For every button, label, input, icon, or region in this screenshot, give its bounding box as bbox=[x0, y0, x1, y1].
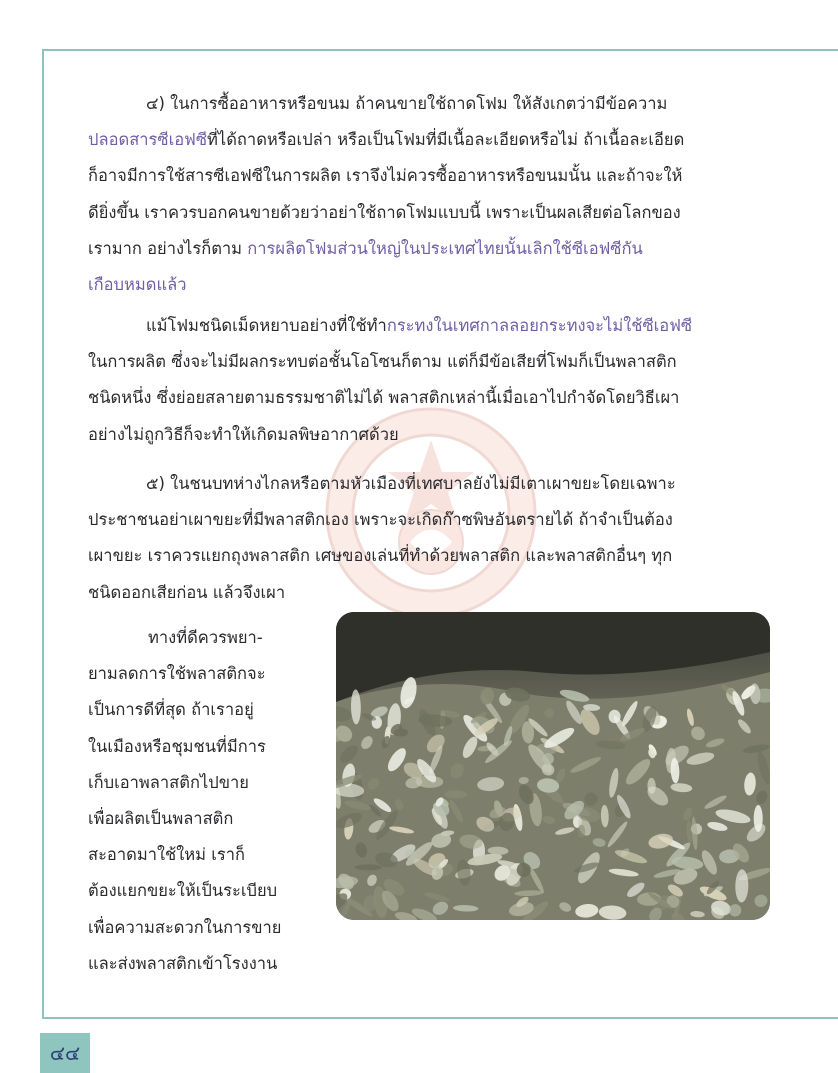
cfc-free-highlight: ปลอดสารซีเอฟซี bbox=[88, 130, 208, 150]
section-4-line-2 bbox=[88, 122, 780, 158]
section-5-line-1: ๕) ในชนบทห่างไกลหรือตามหัวเมืองที่เทศบาลยังไม่มีเตาเผาขยะโดยเฉพาะ bbox=[146, 474, 676, 493]
side-column-text bbox=[88, 620, 324, 982]
plastic-waste-photo bbox=[336, 612, 770, 920]
foam-line-2: ในการผลิต ซึ่งจะไม่มีผลกระทบต่อชั้นโอโซนก็ตาม แต่ก็มีข้อเสียที่โฟมก็เป็นพลาสติก bbox=[88, 352, 677, 372]
bottle-shape bbox=[355, 864, 382, 870]
foam-line-1-pre: แม้โฟมชนิดเม็ดหยาบอย่างที่ใช้ทำ bbox=[146, 316, 387, 335]
section-4-paragraph bbox=[88, 86, 780, 303]
side-line: ในเมืองหรือชุมชนที่มีการ bbox=[88, 736, 266, 756]
section-4-line-4: ดียิ่งขึ้น เราควรบอกคนขายด้วยว่าอย่าใช้ถาดโฟมแบบนี้ เพราะเป็นผลเสียต่อโลกของ bbox=[88, 202, 681, 222]
side-line: เป็นการดีที่สุด ถ้าเราอยู่ bbox=[88, 700, 254, 720]
foam-line-3: ชนิดหนึ่ง ซึ่งย่อยสลายตามธรรมชาติไม่ได้ พลาสติกเหล่านี้เมื่อเอาไปกำจัดโดยวิธีเผา bbox=[88, 388, 680, 408]
foam-line-1 bbox=[88, 308, 780, 344]
section-5-line-3: เผาขยะ เราควรแยกถุงพลาสติก เศษของเล่นที่ทำด้วยพลาสติก และพลาสติกอื่นๆ ทุก bbox=[88, 546, 673, 566]
plastic-bottles-image bbox=[336, 612, 770, 920]
section-5-line-4: ชนิดออกเสียก่อน แล้วจึงเผา bbox=[88, 582, 286, 602]
thai-foam-highlight: การผลิตโฟมส่วนใหญ่ในประเทศไทยนั้นเลิกใช้ซีเอฟซีกัน bbox=[247, 238, 643, 258]
section-4-line-1: ๔) ในการซื้ออาหารหรือขนม ถ้าคนขายใช้ถาดโฟม ให้สังเกตว่ามีข้อความ bbox=[146, 94, 668, 113]
side-line: เพื่อความสะดวกในการขาย bbox=[88, 917, 282, 937]
foam-paragraph bbox=[88, 308, 780, 453]
side-line: เก็บเอาพลาสติกไปขาย bbox=[88, 772, 249, 792]
side-line: ต้องแยกขยะให้เป็นระเบียบ bbox=[88, 881, 278, 901]
section-4-line-5 bbox=[88, 231, 780, 267]
krathong-highlight: กระทงในเทศกาลลอยกระทงจะไม่ใช้ซีเอฟซี bbox=[386, 316, 693, 335]
foam-line-4: อย่างไม่ถูกวิธีก็จะทำให้เกิดมลพิษอากาศด้วย bbox=[88, 424, 399, 444]
section-5-paragraph bbox=[88, 466, 780, 611]
side-line: สะอาดมาใช้ใหม่ เราก็ bbox=[88, 845, 246, 865]
side-line: เพื่อผลิตเป็นพลาสติก bbox=[88, 809, 234, 829]
page-number: ๔๔ bbox=[40, 1033, 90, 1073]
section-4-line-3: ก็อาจมีการใช้สารซีเอฟซีในการผลิต เราจึงไม่ควรซื้ออาหารหรือขนมนั้น และถ้าจะให้ bbox=[88, 166, 683, 186]
side-line: และส่งพลาสติกเข้าโรงงาน bbox=[88, 953, 278, 973]
section-4-line-2-rest: ที่ได้ถาดหรือเปล่า หรือเป็นโฟมที่มีเนื้อละเอียดหรือไม่ ถ้าเนื้อละเอียด bbox=[207, 130, 685, 150]
side-line: ยามลดการใช้พลาสติกจะ bbox=[88, 664, 266, 684]
section-4-line-5-pre: เรามาก อย่างไรก็ตาม bbox=[88, 238, 248, 258]
side-line: ทางที่ดีควรพยา- bbox=[148, 628, 263, 647]
section-5-line-2: ประชาชนอย่าเผาขยะที่มีพลาสติกเอง เพราะจะเกิดก๊าซพิษอันตรายได้ ถ้าจำเป็นต้อง bbox=[88, 510, 673, 530]
section-4-line-6: เกือบหมดแล้ว bbox=[88, 275, 187, 295]
